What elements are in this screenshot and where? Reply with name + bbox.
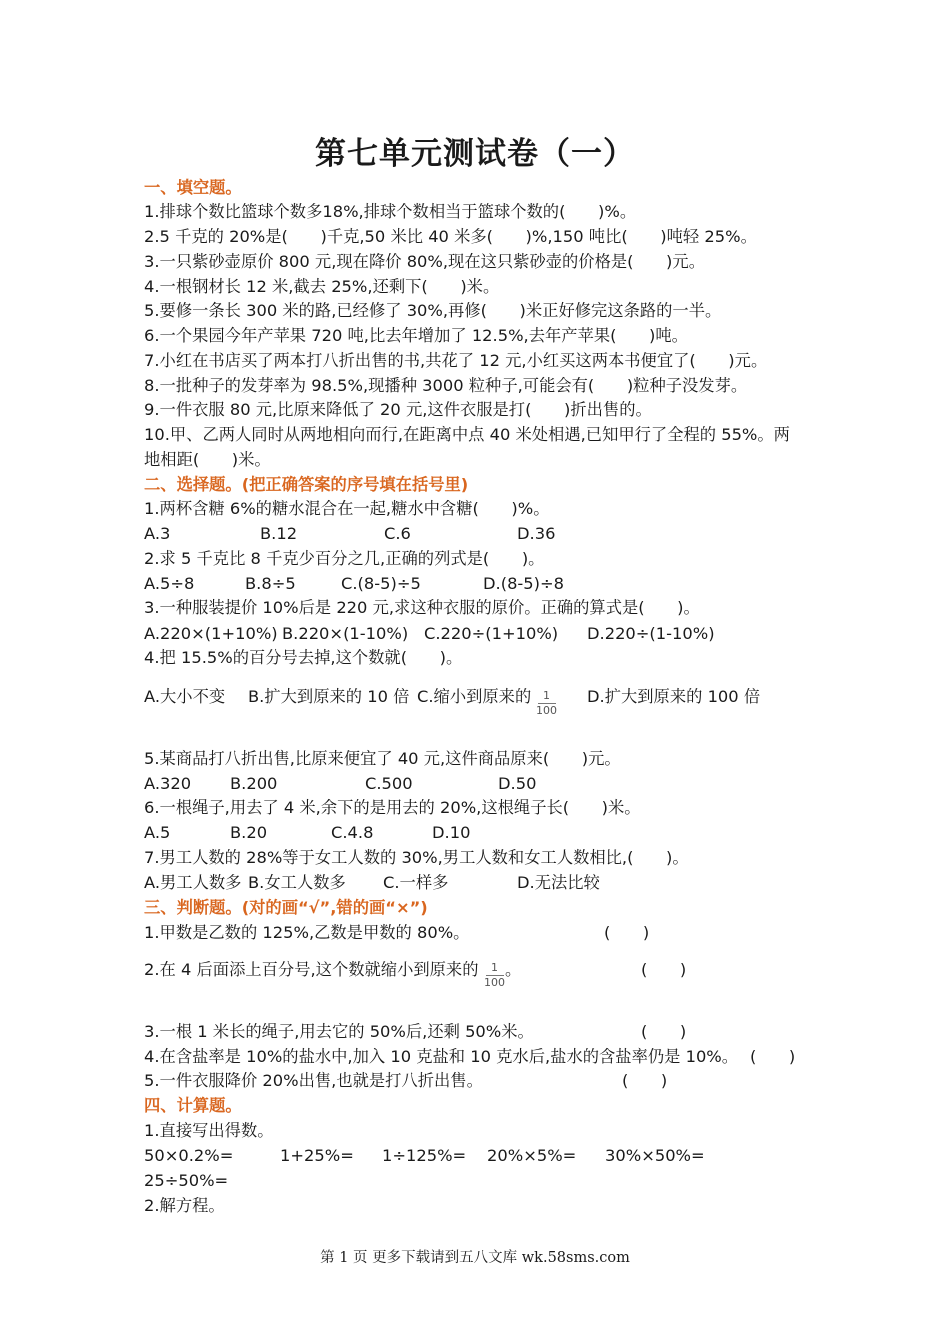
choice-7-option-c: C.一样多 bbox=[383, 873, 449, 892]
choice-4-option-d: D.扩大到原来的 100 倍 bbox=[587, 687, 761, 706]
choice-7-option-d: D.无法比较 bbox=[517, 873, 600, 892]
choice-question-5: 5.某商品打八折出售,比原来便宜了 40 元,这件商品原来( )元。 bbox=[144, 749, 621, 768]
section-heading-judge: 三、判断题。(对的画“√”,错的画“×”) bbox=[144, 898, 428, 917]
choice-1-option-a: A.3 bbox=[144, 524, 171, 543]
choice-6-option-a: A.5 bbox=[144, 823, 171, 842]
calc-expression-5: 30%×50%= bbox=[605, 1146, 705, 1165]
fraction-denominator: 100 bbox=[536, 704, 557, 717]
choice-3-option-c: C.220÷(1+10%) bbox=[424, 624, 559, 643]
choice-4-option-a: A.大小不变 bbox=[144, 687, 226, 706]
calc-expression-6: 25÷50%= bbox=[144, 1171, 229, 1190]
choice-2-option-a: A.5÷8 bbox=[144, 574, 195, 593]
choice-3-option-d: D.220÷(1-10%) bbox=[587, 624, 715, 643]
choice-2-option-b: B.8÷5 bbox=[245, 574, 296, 593]
judge-question-4: 4.在含盐率是 10%的盐水中,加入 10 克盐和 10 克水后,盐水的含盐率仍是 10%。 bbox=[144, 1047, 739, 1066]
judge-question-2: 2.在 4 后面添上百分号,这个数就缩小到原来的 bbox=[144, 960, 479, 979]
choice-1-option-b: B.12 bbox=[260, 524, 298, 543]
choice-question-3: 3.一种服装提价 10%后是 220 元,求这种衣服的原价。正确的算式是( )。 bbox=[144, 598, 700, 617]
choice-question-4: 4.把 15.5%的百分号去掉,这个数就( )。 bbox=[144, 648, 463, 667]
judge-2-answer-paren: ( ) bbox=[641, 960, 687, 979]
choice-4-option-c: C.缩小到原来的 bbox=[417, 687, 532, 706]
choice-5-option-b: B.200 bbox=[230, 774, 278, 793]
choice-2-option-d: D.(8-5)÷8 bbox=[483, 574, 565, 593]
choice-1-option-d: D.36 bbox=[517, 524, 556, 543]
section-heading-choice: 二、选择题。(把正确答案的序号填在括号里) bbox=[144, 475, 469, 494]
choice-question-7: 7.男工人数的 28%等于女工人数的 30%,男工人数和女工人数相比,( )。 bbox=[144, 848, 689, 867]
fill-question-4: 4.一根钢材长 12 米,截去 25%,还剩下( )米。 bbox=[144, 277, 500, 296]
choice-4-option-b: B.扩大到原来的 10 倍 bbox=[248, 687, 410, 706]
page-footer: 第 1 页 更多下载请到五八文库 wk.58sms.com bbox=[320, 1250, 630, 1266]
fill-question-10-cont: 地相距( )米。 bbox=[144, 450, 271, 469]
section-heading-fill-in: 一、填空题。 bbox=[144, 178, 242, 197]
choice-3-option-a: A.220×(1+10%) bbox=[144, 624, 278, 643]
calc-expression-1: 50×0.2%= bbox=[144, 1146, 234, 1165]
choice-5-option-c: C.500 bbox=[365, 774, 413, 793]
fill-question-8: 8.一批种子的发芽率为 98.5%,现播种 3000 粒种子,可能会有( )粒种子没发芽。 bbox=[144, 376, 748, 395]
fraction-denominator: 100 bbox=[484, 976, 505, 989]
fill-question-2: 2.5 千克的 20%是( )千克,50 米比 40 米多( )%,150 吨比( )吨轻 25%。 bbox=[144, 227, 757, 246]
choice-5-option-d: D.50 bbox=[498, 774, 537, 793]
judge-question-5: 5.一件衣服降价 20%出售,也就是打八折出售。 bbox=[144, 1071, 483, 1090]
fill-question-5: 5.要修一条长 300 米的路,已经修了 30%,再修( )米正好修完这条路的一半。 bbox=[144, 301, 722, 320]
choice-question-1: 1.两杯含糖 6%的糖水混合在一起,糖水中含糖( )%。 bbox=[144, 499, 550, 518]
choice-7-option-a: A.男工人数多 bbox=[144, 873, 242, 892]
judge-2-period: 。 bbox=[505, 960, 522, 979]
calc-question-2: 2.解方程。 bbox=[144, 1196, 225, 1215]
section-heading-calculate: 四、计算题。 bbox=[144, 1096, 242, 1115]
choice-5-option-a: A.320 bbox=[144, 774, 192, 793]
fill-question-3: 3.一只紫砂壶原价 800 元,现在降价 80%,现在这只紫砂壶的价格是( )元。 bbox=[144, 252, 705, 271]
calc-expression-3: 1÷125%= bbox=[382, 1146, 467, 1165]
fraction-numerator: 1 bbox=[491, 961, 498, 974]
fill-question-6: 6.一个果园今年产苹果 720 吨,比去年增加了 12.5%,去年产苹果( )吨。 bbox=[144, 326, 688, 345]
choice-6-option-d: D.10 bbox=[432, 823, 471, 842]
choice-7-option-b: B.女工人数多 bbox=[248, 873, 346, 892]
calc-question-1: 1.直接写出得数。 bbox=[144, 1121, 274, 1140]
choice-question-2: 2.求 5 千克比 8 千克少百分之几,正确的列式是( )。 bbox=[144, 549, 545, 568]
choice-2-option-c: C.(8-5)÷5 bbox=[341, 574, 421, 593]
judge-question-1: 1.甲数是乙数的 125%,乙数是甲数的 80%。 bbox=[144, 923, 470, 942]
judge-question-3: 3.一根 1 米长的绳子,用去它的 50%后,还剩 50%米。 bbox=[144, 1022, 534, 1041]
choice-6-option-c: C.4.8 bbox=[331, 823, 374, 842]
fill-question-1: 1.排球个数比篮球个数多18%,排球个数相当于篮球个数的( )%。 bbox=[144, 202, 637, 221]
fraction-one-hundredth bbox=[536, 690, 557, 717]
fraction-one-hundredth-2 bbox=[484, 962, 505, 989]
page-title: 第七单元测试卷（一） bbox=[315, 136, 635, 172]
judge-3-answer-paren: ( ) bbox=[641, 1022, 687, 1041]
judge-1-answer-paren: ( ) bbox=[604, 923, 650, 942]
calc-expression-2: 1+25%= bbox=[280, 1146, 354, 1165]
fraction-numerator: 1 bbox=[543, 689, 550, 702]
judge-5-answer-paren: ( ) bbox=[622, 1071, 668, 1090]
choice-3-option-b: B.220×(1-10%) bbox=[282, 624, 409, 643]
choice-6-option-b: B.20 bbox=[230, 823, 268, 842]
fill-question-10: 10.甲、乙两人同时从两地相向而行,在距离中点 40 米处相遇,已知甲行了全程的 55%。两 bbox=[144, 425, 790, 444]
fill-question-9: 9.一件衣服 80 元,比原来降低了 20 元,这件衣服是打( )折出售的。 bbox=[144, 400, 652, 419]
calc-expression-4: 20%×5%= bbox=[487, 1146, 577, 1165]
choice-question-6: 6.一根绳子,用去了 4 米,余下的是用去的 20%,这根绳子长( )米。 bbox=[144, 798, 641, 817]
choice-1-option-c: C.6 bbox=[384, 524, 411, 543]
fill-question-7: 7.小红在书店买了两本打八折出售的书,共花了 12 元,小红买这两本书便宜了( )元。 bbox=[144, 351, 768, 370]
judge-4-answer-paren: ( ) bbox=[750, 1047, 796, 1066]
